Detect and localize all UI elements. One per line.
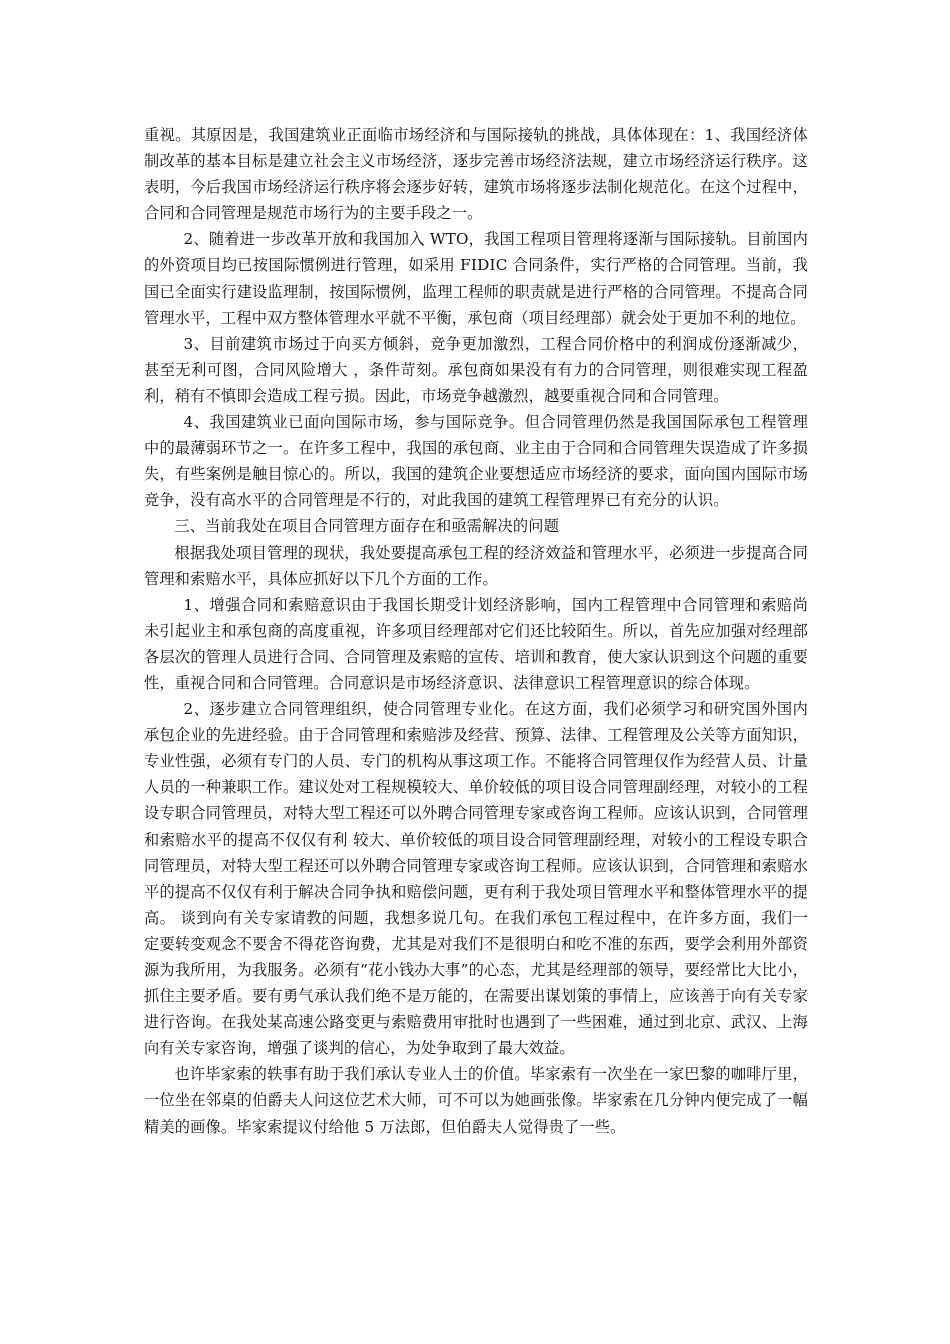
paragraph-point-2: 2、随着进一步改革开放和我国加入 WTO，我国工程项目管理将逐渐与国际接轨。目前国内的外资项目均已按国际惯例进行管理，如采用 FIDIC 合同条件，实行严格的合同管理。当前，我国已全面实行建设监理制，按国际惯例，监理工程师的职责就是进行严格的合同管理。不提高合同管理水平，工程中双方整体管理水平就不平衡，承包商（项目经理部）就会处于更加不利的地位。 <box>144 230 808 327</box>
paragraph-section-intro: 根据我处项目管理的现状，我处要提高承包工程的经济效益和管理水平，必须进一步提高合同管理和索赔水平，具体应抓好以下几个方面的工作。 <box>144 543 808 588</box>
document-body <box>144 122 808 1140</box>
paragraph-point-3: 3、目前建筑市场过于向买方倾斜，竞争更加激烈，工程合同价格中的利润成份逐渐减少，甚至无利可图，合同风险增大 ，条件苛刻。承包商如果没有有力的合同管理，则很难实现工程盈利，稍有不慎即会造成工程亏损。因此，市场竞争越激烈，越要重视合同和合同管理。 <box>144 334 808 405</box>
paragraph-intro: 重视。其原因是，我国建筑业正面临市场经济和与国际接轨的挑战，具体体现在：1、我国经济体制改革的基本目标是建立社会主义市场经济，逐步完善市场经济法规，建立市场经济运行秩序。这表明，今后我国市场经济运行秩序将会逐步好转，建筑市场将逐步法制化规范化。在这个过程中，合同和合同管理是规范市场行为的主要手段之一。 <box>144 126 808 223</box>
section-heading-3: 三、当前我处在项目合同管理方面存在和亟需解决的问题 <box>174 517 560 536</box>
paragraph-point-4: 4、我国建筑业已面向国际市场，参与国际竞争。但合同管理仍然是我国国际承包工程管理中的最薄弱环节之一。在许多工程中，我国的承包商、业主由于合同和合同管理失误造成了许多损失，有些案例是触目惊心的。所以，我国的建筑企业要想适应市场经济的要求，面向国内国际市场竞争，没有高水平的合同管理是不行的，对此我国的建筑工程管理界已有充分的认识。 <box>144 413 808 510</box>
paragraph-item-2: 2、逐步建立合同管理组织，使合同管理专业化。在这方面，我们必须学习和研究国外国内承包企业的先进经验。由于合同管理和索赔涉及经营、预算、法律、工程管理及公关等方面知识，专业性强，必须有专门的人员、专门的机构从事这项工作。不能将合同管理仅作为经营人员、计量人员的一种兼职工作。建议处对工程规模较大、单价较低的项目设合同管理副经理，对较小的工程设专职合同管理员，对特大型工程还可以外聘合同管理专家或咨询工程师。应该认识到，合同管理和索赔水平的提高不仅仅有利 较大、单价较低的项目设合同管理副经理，对较小的工程设专职合同管理员，对特大型工程还可以外聘合同管理专家或咨询工程师。应该认识到，合同管理和索赔水平的提高不仅仅有利于解决合同争执和赔偿问题，更有利于我处项目管理水平和整体管理水平的提高。 谈到向有关专家请教的问题，我想多说几句。在我们承包工程过程中，在许多方面，我们一定要转变观念不要舍不得花咨询费，尤其是对我们不是很明白和吃不准的东西，要学会利用外部资源为我所用，为我服务。必须有“花小钱办大事”的心态，尤其是经理部的领导，要经常比大比小，抓住主要矛盾。要有勇气承认我们绝不是万能的，在需要出谋划策的事情上，应该善于向有关专家进行咨询。在我处某高速公路变更与索赔费用审批时也遇到了一些困难，通过到北京、武汉、上海向有关专家咨询，增强了谈判的信心，为处争取到了最大效益。 <box>144 700 808 1058</box>
paragraph-item-1: 1、增强合同和索赔意识由于我国长期受计划经济影响，国内工程管理中合同管理和索赔尚未引起业主和承包商的高度重视，许多项目经理部对它们还比较陌生。所以，首先应加强对经理部各层次的管理人员进行合同、合同管理及索赔的宣传、培训和教育，使大家认识到这个问题的重要性，重视合同和合同管理。合同意识是市场经济意识、法律意识工程管理意识的综合体现。 <box>144 595 808 692</box>
paragraph-picasso-anecdote: 也许毕家索的轶事有助于我们承认专业人士的价值。毕家索有一次坐在一家巴黎的咖啡厅里，一位坐在邻桌的伯爵夫人问这位艺术大师，可不可以为她画张像。毕家索在几分钟内便完成了一幅精美的画像。毕家索提议付给他 5 万法郎，但伯爵夫人觉得贵了一些。 <box>144 1065 808 1136</box>
